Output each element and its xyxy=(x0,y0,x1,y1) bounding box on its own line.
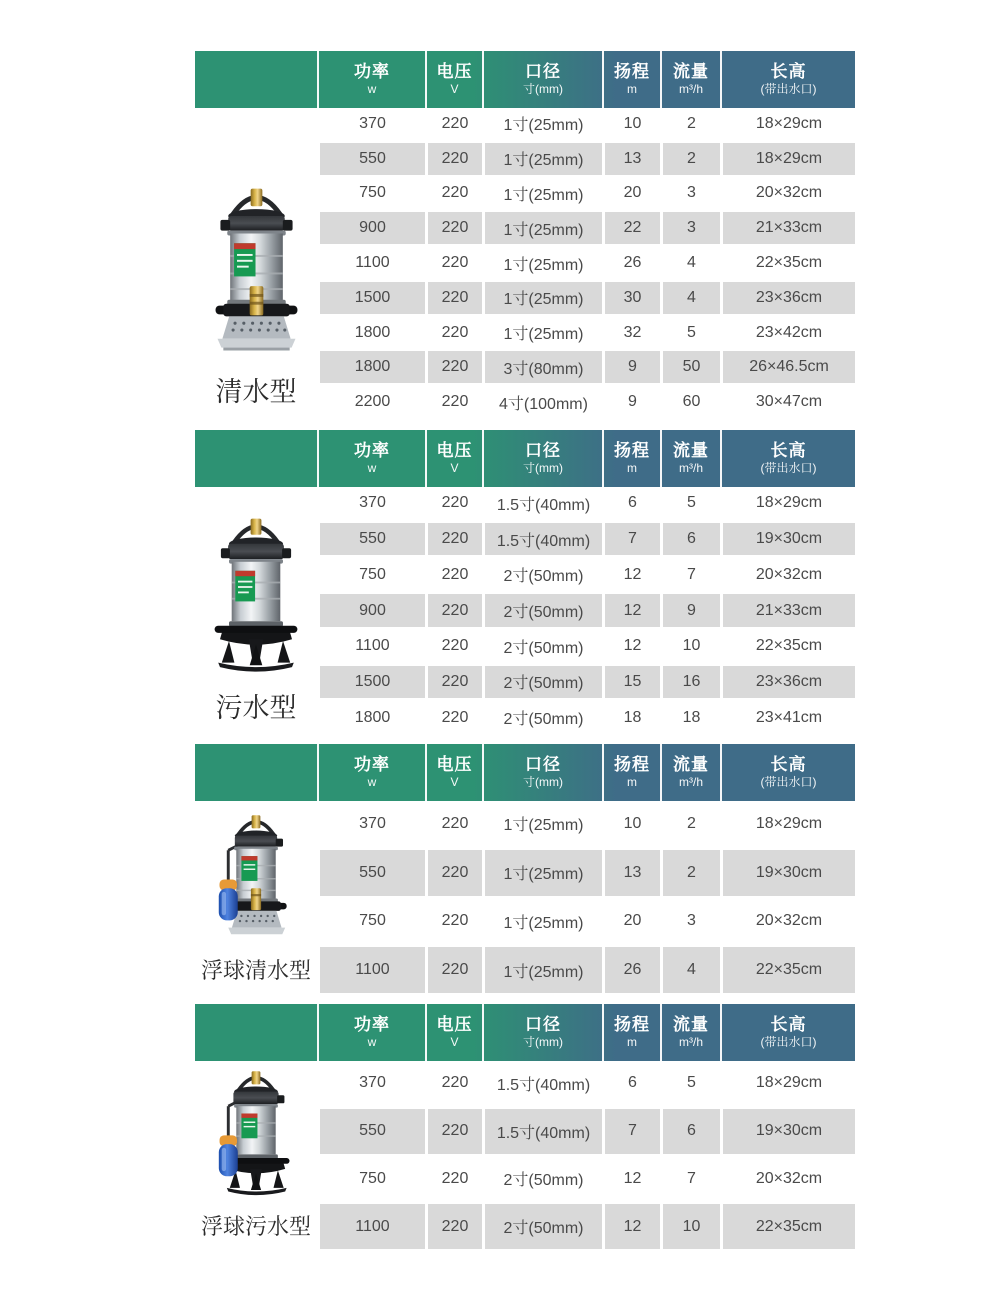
table-header xyxy=(195,1004,855,1061)
table-cell: 550 xyxy=(317,850,425,896)
header-size-title: 长高 xyxy=(770,1014,807,1034)
table-cell: 22×35cm xyxy=(720,247,855,279)
table-cell: 550 xyxy=(317,143,425,175)
table-cell: 18×29cm xyxy=(720,1061,855,1106)
table-cell: 220 xyxy=(425,1157,482,1202)
table-cell: 220 xyxy=(425,899,482,945)
table-cell: 220 xyxy=(425,801,482,847)
table-cell: 23×41cm xyxy=(720,701,855,734)
table-cell: 22×35cm xyxy=(720,1204,855,1249)
table-cell: 18 xyxy=(660,701,720,734)
table-cell: 220 xyxy=(425,351,482,383)
table-cell: 26×46.5cm xyxy=(720,351,855,383)
float-sewage-pump-photo-icon xyxy=(212,1061,300,1207)
table-cell: 23×36cm xyxy=(720,282,855,314)
table-cell: 220 xyxy=(425,594,482,627)
table-cell: 1寸(25mm) xyxy=(482,247,602,279)
table-cell: 6 xyxy=(602,487,660,520)
table-header xyxy=(195,744,855,801)
table-cell: 20×32cm xyxy=(720,558,855,591)
table-cell: 550 xyxy=(317,1109,425,1154)
pump-type-label: 清水型 xyxy=(215,377,297,408)
header-flow-unit: m³/h xyxy=(679,775,703,790)
table-clear-water xyxy=(195,51,855,418)
header-head-title: 扬程 xyxy=(614,440,650,460)
table-cell: 1寸(25mm) xyxy=(482,947,602,993)
header-power xyxy=(317,51,425,108)
table-cell: 220 xyxy=(425,558,482,591)
table-cell: 18×29cm xyxy=(720,487,855,520)
table-cell: 220 xyxy=(425,487,482,520)
table-row xyxy=(317,175,855,210)
header-power-unit: w xyxy=(367,82,377,97)
table-row xyxy=(317,209,855,244)
table-row xyxy=(317,487,855,520)
table-cell: 1800 xyxy=(317,351,425,383)
table-cell: 220 xyxy=(425,386,482,418)
table-cell: 4 xyxy=(660,947,720,993)
table-cell: 220 xyxy=(425,178,482,210)
spec-rows xyxy=(317,487,855,734)
table-cell: 23×36cm xyxy=(720,666,855,699)
header-power xyxy=(317,430,425,487)
table-cell: 30×47cm xyxy=(720,386,855,418)
table-cell: 12 xyxy=(602,630,660,663)
header-flow xyxy=(660,430,720,487)
table-cell: 1寸(25mm) xyxy=(482,143,602,175)
header-voltage-title: 电压 xyxy=(436,1014,473,1034)
table-cell: 20×32cm xyxy=(720,899,855,945)
table-cell: 220 xyxy=(425,1061,482,1106)
table-row xyxy=(317,591,855,627)
table-cell: 2寸(50mm) xyxy=(482,558,602,591)
table-sewage xyxy=(195,430,855,734)
header-head xyxy=(602,744,660,801)
header-power-title: 功率 xyxy=(354,440,390,460)
table-cell: 220 xyxy=(425,701,482,734)
table-cell: 2寸(50mm) xyxy=(482,701,602,734)
header-voltage xyxy=(425,1004,482,1061)
table-row xyxy=(317,1154,855,1202)
table-cell: 1寸(25mm) xyxy=(482,108,602,140)
table-cell: 1.5寸(40mm) xyxy=(482,1109,602,1154)
header-size xyxy=(720,744,855,801)
table-cell: 750 xyxy=(317,899,425,945)
spec-rows xyxy=(317,801,855,993)
header-flow-unit: m³/h xyxy=(679,82,703,97)
header-flow xyxy=(660,744,720,801)
table-row xyxy=(317,383,855,418)
table-cell: 2寸(50mm) xyxy=(482,1204,602,1249)
table-cell: 12 xyxy=(602,1157,660,1202)
table-cell: 6 xyxy=(602,1061,660,1106)
header-size-title: 长高 xyxy=(770,440,807,460)
table-cell: 19×30cm xyxy=(720,850,855,896)
table-cell: 4 xyxy=(660,282,720,314)
table-cell: 22×35cm xyxy=(720,630,855,663)
header-flow-title: 流量 xyxy=(673,1014,709,1034)
table-row xyxy=(317,896,855,945)
table-cell: 9 xyxy=(602,386,660,418)
table-cell: 1100 xyxy=(317,947,425,993)
table-cell: 1寸(25mm) xyxy=(482,212,602,244)
table-cell: 220 xyxy=(425,247,482,279)
header-flow xyxy=(660,51,720,108)
header-voltage-title: 电压 xyxy=(436,754,473,774)
table-cell: 370 xyxy=(317,108,425,140)
table-cell: 7 xyxy=(602,523,660,556)
table-cell: 19×30cm xyxy=(720,523,855,556)
table-cell: 18×29cm xyxy=(720,143,855,175)
header-flow-unit: m³/h xyxy=(679,461,703,476)
table-cell: 12 xyxy=(602,594,660,627)
table-cell: 10 xyxy=(602,801,660,847)
table-cell: 26 xyxy=(602,247,660,279)
table-cell: 220 xyxy=(425,317,482,349)
table-cell: 5 xyxy=(660,317,720,349)
header-power-unit: w xyxy=(367,1035,377,1050)
header-image-spacer xyxy=(195,430,317,487)
table-row xyxy=(317,627,855,663)
header-flow-title: 流量 xyxy=(673,61,709,81)
header-size xyxy=(720,1004,855,1061)
table-cell: 21×33cm xyxy=(720,212,855,244)
table-cell: 9 xyxy=(660,594,720,627)
table-cell: 32 xyxy=(602,317,660,349)
table-row xyxy=(317,663,855,699)
header-voltage-unit: V xyxy=(450,82,459,97)
header-power-title: 功率 xyxy=(354,1014,390,1034)
table-cell: 15 xyxy=(602,666,660,699)
table-cell: 7 xyxy=(660,558,720,591)
header-voltage xyxy=(425,744,482,801)
header-size-unit: (带出水口) xyxy=(760,775,817,790)
table-cell: 1寸(25mm) xyxy=(482,850,602,896)
header-voltage-unit: V xyxy=(450,775,459,790)
table-float-clear-water xyxy=(195,744,855,993)
header-image-spacer xyxy=(195,744,317,801)
header-power-title: 功率 xyxy=(354,754,390,774)
header-diameter-unit: 寸(mm) xyxy=(523,1035,563,1050)
table-row xyxy=(317,108,855,140)
table-cell: 2 xyxy=(660,143,720,175)
table-cell: 4 xyxy=(660,247,720,279)
table-cell: 26 xyxy=(602,947,660,993)
table-cell: 30 xyxy=(602,282,660,314)
header-size-title: 长高 xyxy=(770,61,807,81)
table-row xyxy=(317,314,855,349)
table-cell: 12 xyxy=(602,1204,660,1249)
table-row xyxy=(317,698,855,734)
table-cell: 3寸(80mm) xyxy=(482,351,602,383)
float-clear-water-pump-photo-icon xyxy=(212,805,300,951)
table-cell: 21×33cm xyxy=(720,594,855,627)
header-voltage xyxy=(425,51,482,108)
product-image-cell xyxy=(195,487,317,734)
table-cell: 1寸(25mm) xyxy=(482,178,602,210)
spec-sheet xyxy=(195,51,855,1249)
header-diameter-unit: 寸(mm) xyxy=(523,461,563,476)
table-row xyxy=(317,1106,855,1154)
table-cell: 6 xyxy=(660,1109,720,1154)
table-cell: 20×32cm xyxy=(720,178,855,210)
table-cell: 1寸(25mm) xyxy=(482,282,602,314)
table-cell: 5 xyxy=(660,487,720,520)
pump-type-label: 污水型 xyxy=(215,693,297,724)
table-cell: 750 xyxy=(317,1157,425,1202)
table-cell: 1寸(25mm) xyxy=(482,317,602,349)
table-header xyxy=(195,51,855,108)
table-cell: 550 xyxy=(317,523,425,556)
header-diameter-unit: 寸(mm) xyxy=(523,775,563,790)
header-power-unit: w xyxy=(367,775,377,790)
table-cell: 220 xyxy=(425,947,482,993)
header-size xyxy=(720,430,855,487)
table-cell: 5 xyxy=(660,1061,720,1106)
header-flow-title: 流量 xyxy=(673,754,709,774)
header-head-unit: m xyxy=(627,1035,637,1050)
table-cell: 1800 xyxy=(317,701,425,734)
header-diameter-title: 口径 xyxy=(525,440,561,460)
header-diameter-title: 口径 xyxy=(525,1014,561,1034)
table-row xyxy=(317,555,855,591)
table-cell: 2寸(50mm) xyxy=(482,630,602,663)
table-cell: 3 xyxy=(660,178,720,210)
table-cell: 220 xyxy=(425,1109,482,1154)
table-cell: 1800 xyxy=(317,317,425,349)
header-flow-unit: m³/h xyxy=(679,1035,703,1050)
header-voltage-title: 电压 xyxy=(436,61,473,81)
table-cell: 23×42cm xyxy=(720,317,855,349)
header-head xyxy=(602,1004,660,1061)
sewage-pump-photo-icon xyxy=(202,506,310,686)
header-power-title: 功率 xyxy=(354,61,390,81)
table-cell: 7 xyxy=(660,1157,720,1202)
table-row xyxy=(317,801,855,847)
header-head-title: 扬程 xyxy=(614,61,650,81)
table-cell: 13 xyxy=(602,850,660,896)
table-row xyxy=(317,1201,855,1249)
header-size-unit: (带出水口) xyxy=(760,1035,817,1050)
header-size-unit: (带出水口) xyxy=(760,82,817,97)
table-cell: 2寸(50mm) xyxy=(482,1157,602,1202)
table-row xyxy=(317,244,855,279)
header-head-unit: m xyxy=(627,775,637,790)
header-image-spacer xyxy=(195,51,317,108)
table-cell: 18×29cm xyxy=(720,108,855,140)
header-size-unit: (带出水口) xyxy=(760,461,817,476)
product-image-cell xyxy=(195,108,317,418)
table-cell: 9 xyxy=(602,351,660,383)
table-cell: 750 xyxy=(317,178,425,210)
header-flow xyxy=(660,1004,720,1061)
header-voltage-unit: V xyxy=(450,1035,459,1050)
table-cell: 10 xyxy=(660,1204,720,1249)
table-cell: 220 xyxy=(425,1204,482,1249)
header-diameter xyxy=(482,1004,602,1061)
table-cell: 900 xyxy=(317,594,425,627)
table-cell: 1500 xyxy=(317,666,425,699)
table-cell: 220 xyxy=(425,212,482,244)
table-cell: 2寸(50mm) xyxy=(482,594,602,627)
header-head xyxy=(602,430,660,487)
table-row xyxy=(317,140,855,175)
table-cell: 1寸(25mm) xyxy=(482,899,602,945)
table-cell: 1寸(25mm) xyxy=(482,801,602,847)
table-cell: 900 xyxy=(317,212,425,244)
table-cell: 10 xyxy=(660,630,720,663)
table-cell: 1.5寸(40mm) xyxy=(482,523,602,556)
table-cell: 370 xyxy=(317,801,425,847)
table-cell: 13 xyxy=(602,143,660,175)
table-row xyxy=(317,520,855,556)
table-cell: 12 xyxy=(602,558,660,591)
table-cell: 3 xyxy=(660,899,720,945)
table-cell: 1100 xyxy=(317,247,425,279)
table-cell: 1100 xyxy=(317,630,425,663)
table-cell: 220 xyxy=(425,282,482,314)
table-float-sewage xyxy=(195,1004,855,1249)
table-cell: 220 xyxy=(425,523,482,556)
table-cell: 2寸(50mm) xyxy=(482,666,602,699)
table-cell: 20×32cm xyxy=(720,1157,855,1202)
table-cell: 60 xyxy=(660,386,720,418)
header-head-title: 扬程 xyxy=(614,1014,650,1034)
table-cell: 2200 xyxy=(317,386,425,418)
table-cell: 50 xyxy=(660,351,720,383)
header-power xyxy=(317,744,425,801)
table-cell: 1500 xyxy=(317,282,425,314)
table-cell: 20 xyxy=(602,899,660,945)
table-cell: 10 xyxy=(602,108,660,140)
table-cell: 1100 xyxy=(317,1204,425,1249)
table-cell: 1.5寸(40mm) xyxy=(482,1061,602,1106)
table-cell: 22 xyxy=(602,212,660,244)
header-diameter xyxy=(482,51,602,108)
header-flow-title: 流量 xyxy=(673,440,709,460)
header-voltage-unit: V xyxy=(450,461,459,476)
clear-water-pump-photo-icon xyxy=(198,175,315,370)
header-voltage-title: 电压 xyxy=(436,440,473,460)
table-cell: 750 xyxy=(317,558,425,591)
table-cell: 7 xyxy=(602,1109,660,1154)
table-row xyxy=(317,279,855,314)
header-head-unit: m xyxy=(627,461,637,476)
header-head-title: 扬程 xyxy=(614,754,650,774)
spec-rows xyxy=(317,108,855,418)
table-cell: 220 xyxy=(425,850,482,896)
table-row xyxy=(317,944,855,993)
header-size-title: 长高 xyxy=(770,754,807,774)
table-row xyxy=(317,847,855,896)
header-diameter-title: 口径 xyxy=(525,754,561,774)
header-voltage xyxy=(425,430,482,487)
product-image-cell xyxy=(195,801,317,993)
header-head-unit: m xyxy=(627,82,637,97)
header-power-unit: w xyxy=(367,461,377,476)
table-cell: 370 xyxy=(317,1061,425,1106)
header-diameter xyxy=(482,430,602,487)
header-power xyxy=(317,1004,425,1061)
table-row xyxy=(317,348,855,383)
product-image-cell xyxy=(195,1061,317,1249)
header-size xyxy=(720,51,855,108)
pump-type-label: 浮球污水型 xyxy=(200,1213,311,1239)
spec-rows xyxy=(317,1061,855,1249)
table-cell: 6 xyxy=(660,523,720,556)
table-cell: 16 xyxy=(660,666,720,699)
table-header xyxy=(195,430,855,487)
table-cell: 22×35cm xyxy=(720,947,855,993)
header-head xyxy=(602,51,660,108)
pump-type-label: 浮球清水型 xyxy=(200,957,311,983)
table-cell: 18 xyxy=(602,701,660,734)
table-cell: 2 xyxy=(660,108,720,140)
table-cell: 18×29cm xyxy=(720,801,855,847)
table-cell: 220 xyxy=(425,630,482,663)
table-cell: 2 xyxy=(660,801,720,847)
header-diameter xyxy=(482,744,602,801)
table-cell: 2 xyxy=(660,850,720,896)
table-cell: 19×30cm xyxy=(720,1109,855,1154)
table-cell: 3 xyxy=(660,212,720,244)
table-cell: 20 xyxy=(602,178,660,210)
header-diameter-title: 口径 xyxy=(525,61,561,81)
table-cell: 1.5寸(40mm) xyxy=(482,487,602,520)
table-cell: 370 xyxy=(317,487,425,520)
header-diameter-unit: 寸(mm) xyxy=(523,82,563,97)
table-cell: 220 xyxy=(425,108,482,140)
table-cell: 220 xyxy=(425,666,482,699)
header-image-spacer xyxy=(195,1004,317,1061)
table-cell: 220 xyxy=(425,143,482,175)
table-row xyxy=(317,1061,855,1106)
table-cell: 4寸(100mm) xyxy=(482,386,602,418)
